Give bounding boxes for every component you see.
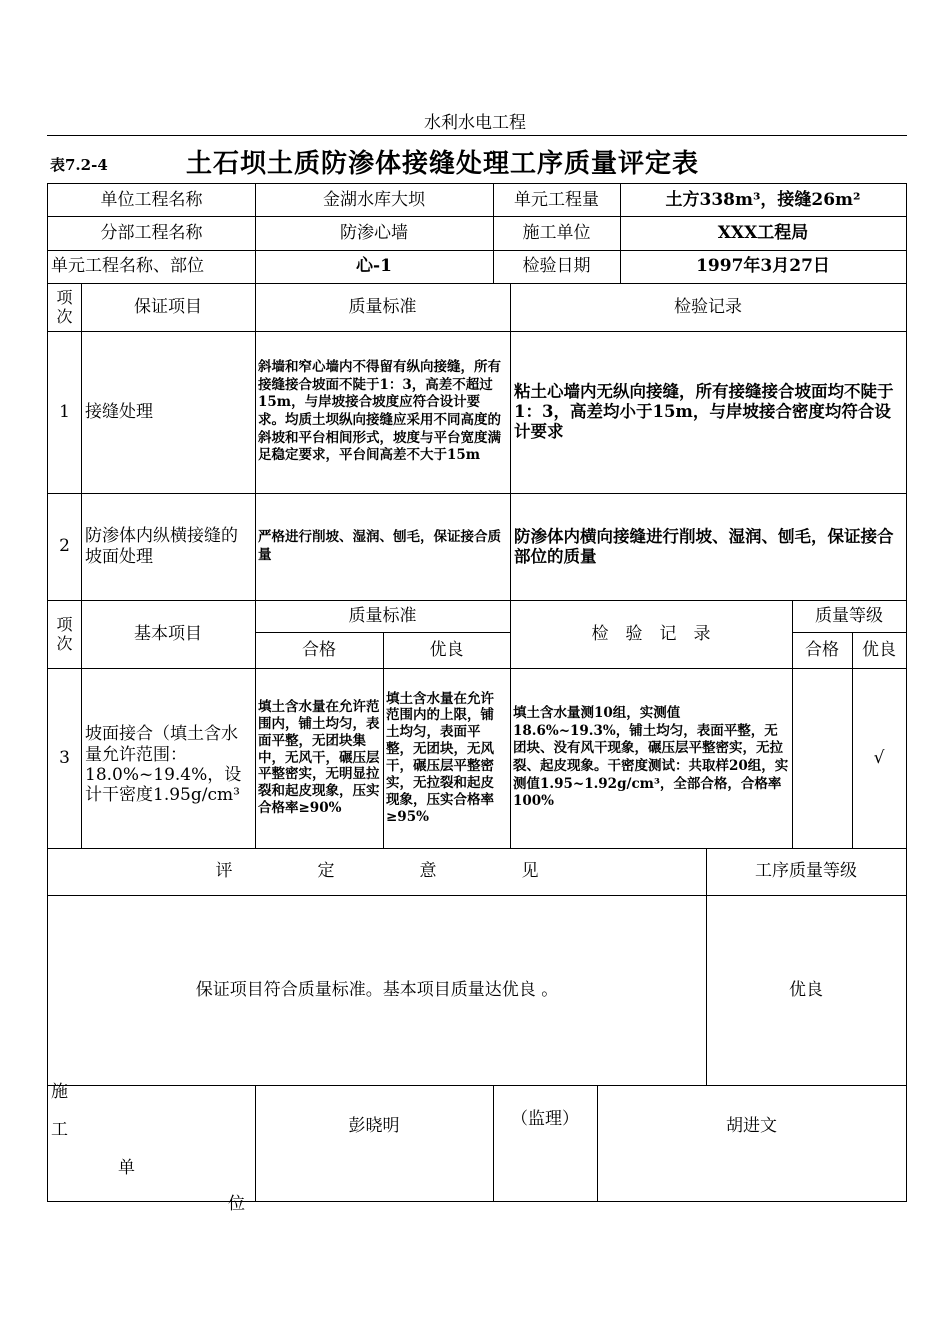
basic-col-grade: 质量等级 bbox=[815, 605, 883, 626]
row1-record: 粘土心墙内无纵向接缝，所有接缝接合坡面均不陡于1：3，高差均小于15m，与岸坡接合密度均符合设计要求 bbox=[514, 382, 894, 441]
row1-item: 接缝处理 bbox=[85, 401, 153, 422]
header-rule bbox=[47, 135, 907, 136]
basic-col-standard: 质量标准 bbox=[348, 605, 417, 626]
basic-col-no: 项次 bbox=[56, 614, 73, 653]
table-number: 表7.2-4 bbox=[50, 156, 108, 174]
unit-project-label: 单位工程名称 bbox=[100, 189, 203, 210]
sub-project-value: 防渗心墙 bbox=[340, 222, 408, 243]
evaluation-grade: 优良 bbox=[789, 979, 823, 1000]
element-value: 心-1 bbox=[356, 256, 392, 277]
row2-standard: 严格进行削坡、湿润、刨毛，保证接合质量 bbox=[258, 528, 501, 563]
guarantee-col-record: 检验记录 bbox=[674, 296, 742, 317]
evaluation-grade-label: 工序质量等级 bbox=[755, 861, 857, 882]
basic-col-good: 优良 bbox=[429, 639, 464, 660]
row3-grade-pass bbox=[792, 668, 852, 848]
row2-item: 防渗体内纵横接缝的坡面处理 bbox=[85, 526, 238, 567]
basic-col-item: 基本项目 bbox=[134, 623, 202, 644]
evaluation-opinion-label: 评 定 意 见 bbox=[215, 861, 539, 882]
row2-no: 2 bbox=[59, 536, 70, 557]
sign-char-1: 施 bbox=[51, 1082, 68, 1102]
guarantee-col-standard: 质量标准 bbox=[348, 296, 417, 317]
row3-record: 填土含水量测10组，实测值18.6%~19.3%，铺土均匀，表面平整，无团块、没有风干现象，碾压层平整密实，无拉裂、起皮现象。干密度测试：共取样20组，实测值1.95~1.92g/cm³，全部合格，合格率100% bbox=[513, 705, 789, 810]
row1-standard: 斜墙和窄心墙内不得留有纵向接缝，所有接缝接合坡面不陡于1：3，高差不超过15m，与岸坡接合坡度应符合设计要求。均质土坝纵向接缝应采用不同高度的斜坡和平台相间形式，坡度与平台宽度满足稳定要求，平台间高差不大于15m bbox=[258, 359, 501, 464]
row3-no: 3 bbox=[59, 747, 70, 768]
row3-good-standard: 填土含水量在允许范围内的上限，铺土均匀，表面平整，无团块，无风干，碾压层平整密实，无拉裂和起皮现象，压实合格率≥95% bbox=[386, 690, 494, 825]
contractor-value: XXX工程局 bbox=[717, 222, 809, 243]
element-label: 单元工程名称、部位 bbox=[51, 256, 204, 277]
row2-record: 防渗体内横向接缝进行削坡、湿润、刨毛，保证接合部位的质量 bbox=[514, 526, 894, 566]
sign-unit-person: 彭晓明 bbox=[348, 1115, 400, 1136]
row3-pass-standard: 填土含水量在允许范围内，铺土均匀，表面平整，无团块集中，无风干，碾压层平整密实，无明显拉裂和起皮现象，压实合格率≥90% bbox=[258, 698, 380, 817]
sign-supervisor-person: 胡进文 bbox=[726, 1115, 777, 1136]
sign-unit-label bbox=[48, 1082, 255, 1214]
sign-char-2: 工 bbox=[51, 1120, 68, 1140]
basic-col-pass: 合格 bbox=[302, 639, 336, 660]
unit-quantity-value: 土方338m³，接缝26m² bbox=[665, 189, 861, 210]
basic-col-record: 检 验 记 录 bbox=[591, 623, 711, 644]
unit-project-value: 金湖水库大坝 bbox=[323, 189, 425, 210]
guarantee-col-no: 项次 bbox=[56, 287, 73, 326]
row3-item: 坡面接合（填土含水量允许范围：18.0%~19.4%，设计干密度1.95g/cm³ bbox=[85, 724, 242, 806]
contractor-label: 施工单位 bbox=[522, 222, 591, 243]
publisher-header: 水利水电工程 bbox=[424, 113, 526, 133]
inspect-date-label: 检验日期 bbox=[522, 256, 591, 277]
evaluation-opinion: 保证项目符合质量标准。基本项目质量达优良 。 bbox=[195, 979, 559, 1000]
page-title: 土石坝土质防渗体接缝处理工序质量评定表 bbox=[186, 149, 700, 179]
guarantee-col-item: 保证项目 bbox=[134, 296, 202, 317]
basic-col-grade-pass: 合格 bbox=[805, 639, 839, 660]
basic-col-grade-good: 优良 bbox=[862, 639, 896, 660]
sub-project-label: 分部工程名称 bbox=[100, 222, 203, 243]
evaluation-table bbox=[47, 183, 907, 1214]
unit-quantity-label: 单元工程量 bbox=[514, 189, 599, 210]
inspect-date-value: 1997年3月27日 bbox=[696, 256, 830, 277]
sign-supervisor-label: （监理） bbox=[511, 1108, 579, 1129]
row3-grade-good-check: √ bbox=[873, 747, 885, 768]
sign-char-4: 位 bbox=[228, 1194, 245, 1214]
sign-char-3: 单 bbox=[118, 1158, 135, 1178]
row1-no: 1 bbox=[59, 401, 70, 422]
